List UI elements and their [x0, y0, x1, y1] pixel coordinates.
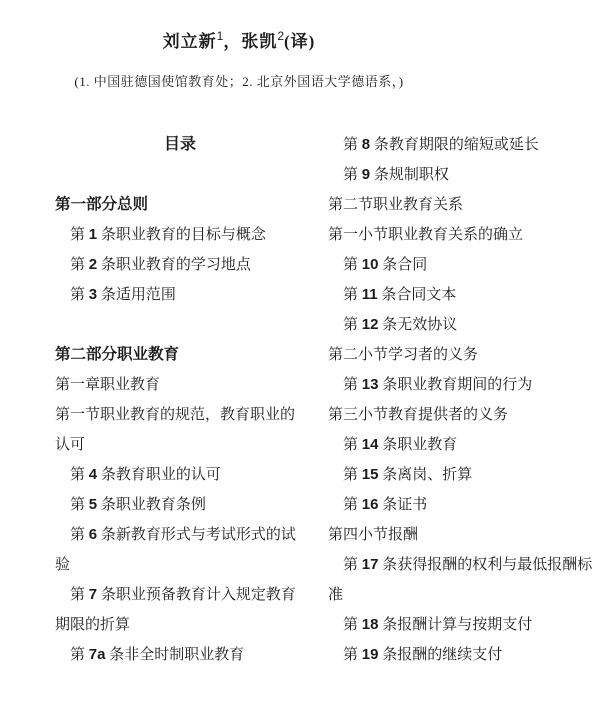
text-segment: 刘立新	[162, 32, 217, 51]
toc-column-left	[55, 130, 305, 670]
text-segment: 条职业教育期间的行为	[378, 377, 533, 393]
text-segment: 条新教育形式与考试形式的试验	[55, 527, 296, 573]
toc-entry	[328, 160, 600, 190]
superscript-affiliation-marker: 1	[216, 29, 224, 43]
toc-entry	[55, 520, 305, 580]
article-number: 10	[361, 256, 379, 273]
text-segment: 条无效协议	[378, 317, 458, 333]
text-segment: 第一节职业教育的规范，教育职业的认可	[55, 407, 296, 453]
article-number: 3	[88, 286, 98, 303]
text-segment: 条教育职业的认可	[97, 467, 221, 483]
text-segment: 条报酬的继续支付	[378, 647, 503, 663]
text-segment: 条非全时制职业教育	[105, 647, 245, 663]
toc-entry	[328, 130, 600, 160]
article-number: 8	[361, 136, 371, 153]
table-of-contents	[0, 130, 600, 670]
article-number: 4	[88, 466, 98, 483]
toc-entry	[328, 310, 600, 340]
article-number: 15	[361, 466, 379, 483]
text-segment: 条职业教育	[378, 437, 458, 453]
text-segment: 第	[343, 167, 362, 183]
toc-entry	[328, 460, 600, 490]
text-segment: 第三小节教育提供者的义务	[328, 407, 509, 423]
text-segment: 条教育期限的缩短或延长	[370, 137, 539, 153]
text-segment: 条合同	[378, 257, 428, 273]
toc-entry	[328, 610, 600, 640]
article-number: 9	[361, 166, 371, 183]
toc-entry	[328, 520, 600, 550]
toc-entry	[328, 400, 600, 430]
text-segment: 第二部分职业教育	[55, 346, 180, 363]
text-segment: 第	[343, 437, 362, 453]
text-segment: 第四小节报酬	[328, 527, 419, 543]
text-segment: 目录	[163, 136, 196, 153]
text-segment: 第二小节学习者的义务	[328, 347, 479, 363]
text-segment: 第一小节职业教育关系的确立	[328, 227, 524, 243]
article-number: 2	[88, 256, 98, 273]
article-number: 16	[361, 496, 379, 513]
text-segment: 条适用范围	[97, 287, 176, 303]
text-segment: 条职业预备教育计入规定教育期限的折算	[55, 587, 296, 633]
toc-entry	[328, 370, 600, 400]
toc-entry	[55, 490, 305, 520]
affiliation-line: (1. 中国驻德国使馆教育处；2. 北京外国语大学德语系，)	[74, 74, 404, 89]
text-segment: 第	[70, 227, 89, 243]
superscript-affiliation-marker: 2	[277, 29, 285, 43]
text-segment: 第	[70, 587, 89, 603]
toc-entry	[328, 190, 600, 220]
article-number: 6	[88, 526, 98, 543]
article-number: 12	[361, 316, 379, 333]
toc-entry	[55, 460, 305, 490]
article-number: 13	[361, 376, 379, 393]
toc-entry	[55, 250, 305, 280]
text-segment: 第	[343, 287, 362, 303]
text-segment: 第一部分总则	[55, 196, 149, 213]
toc-entry	[328, 430, 600, 460]
toc-entry	[55, 190, 305, 220]
text-segment: 第	[343, 497, 362, 513]
text-segment: 条职业教育的目标与概念	[97, 227, 266, 243]
text-segment: 第	[70, 647, 89, 663]
toc-column-right	[328, 130, 600, 670]
text-segment: 条离岗、折算	[378, 467, 473, 483]
toc-entry	[328, 640, 600, 670]
article-number: 14	[361, 436, 379, 453]
article-number: 19	[361, 646, 379, 663]
author-line	[0, 30, 478, 55]
toc-entry	[55, 640, 305, 670]
paper-header	[0, 0, 478, 92]
toc-entry	[328, 250, 600, 280]
article-number: 7	[88, 586, 98, 603]
toc-entry	[328, 550, 600, 610]
text-segment: 条职业教育的学习地点	[97, 257, 251, 273]
article-number: 7a	[88, 646, 106, 663]
text-segment: 条报酬计算与按期支付	[378, 617, 533, 633]
toc-entry	[328, 220, 600, 250]
toc-entry	[328, 490, 600, 520]
text-segment: 条合同文本	[377, 287, 457, 303]
text-segment: 第	[70, 467, 89, 483]
article-number: 17	[361, 556, 379, 573]
toc-entry	[55, 280, 305, 310]
text-segment: 第一章职业教育	[55, 377, 161, 393]
text-segment: 第	[343, 317, 362, 333]
text-segment: 第	[70, 527, 89, 543]
article-number: 18	[361, 616, 379, 633]
article-number: 5	[88, 496, 98, 513]
text-segment: 第	[343, 557, 362, 573]
toc-entry	[328, 340, 600, 370]
toc-entry	[55, 220, 305, 250]
text-segment: (译)	[284, 32, 316, 51]
text-segment: 第	[70, 497, 89, 513]
article-number: 1	[88, 226, 98, 243]
toc-entry	[55, 400, 305, 460]
text-segment: 第	[343, 647, 362, 663]
text-segment: ，张凯	[223, 32, 278, 51]
text-segment: 条规制职权	[370, 167, 449, 183]
text-segment: 第	[70, 257, 89, 273]
text-segment: 条证书	[378, 497, 428, 513]
text-segment: 第	[343, 467, 362, 483]
toc-entry	[55, 340, 305, 370]
article-number: 11	[361, 286, 378, 303]
text-segment: 条职业教育条例	[97, 497, 206, 513]
toc-entry	[328, 280, 600, 310]
text-segment: 第	[343, 617, 362, 633]
text-segment: 第	[70, 287, 89, 303]
text-segment: 第	[343, 377, 362, 393]
toc-entry	[55, 580, 305, 640]
toc-heading	[55, 130, 305, 160]
text-segment: 条获得报酬的权利与最低报酬标准	[328, 557, 593, 603]
toc-entry	[55, 370, 305, 400]
text-segment: 第	[343, 137, 362, 153]
text-segment: 第二节职业教育关系	[328, 197, 464, 213]
text-segment: 第	[343, 257, 362, 273]
